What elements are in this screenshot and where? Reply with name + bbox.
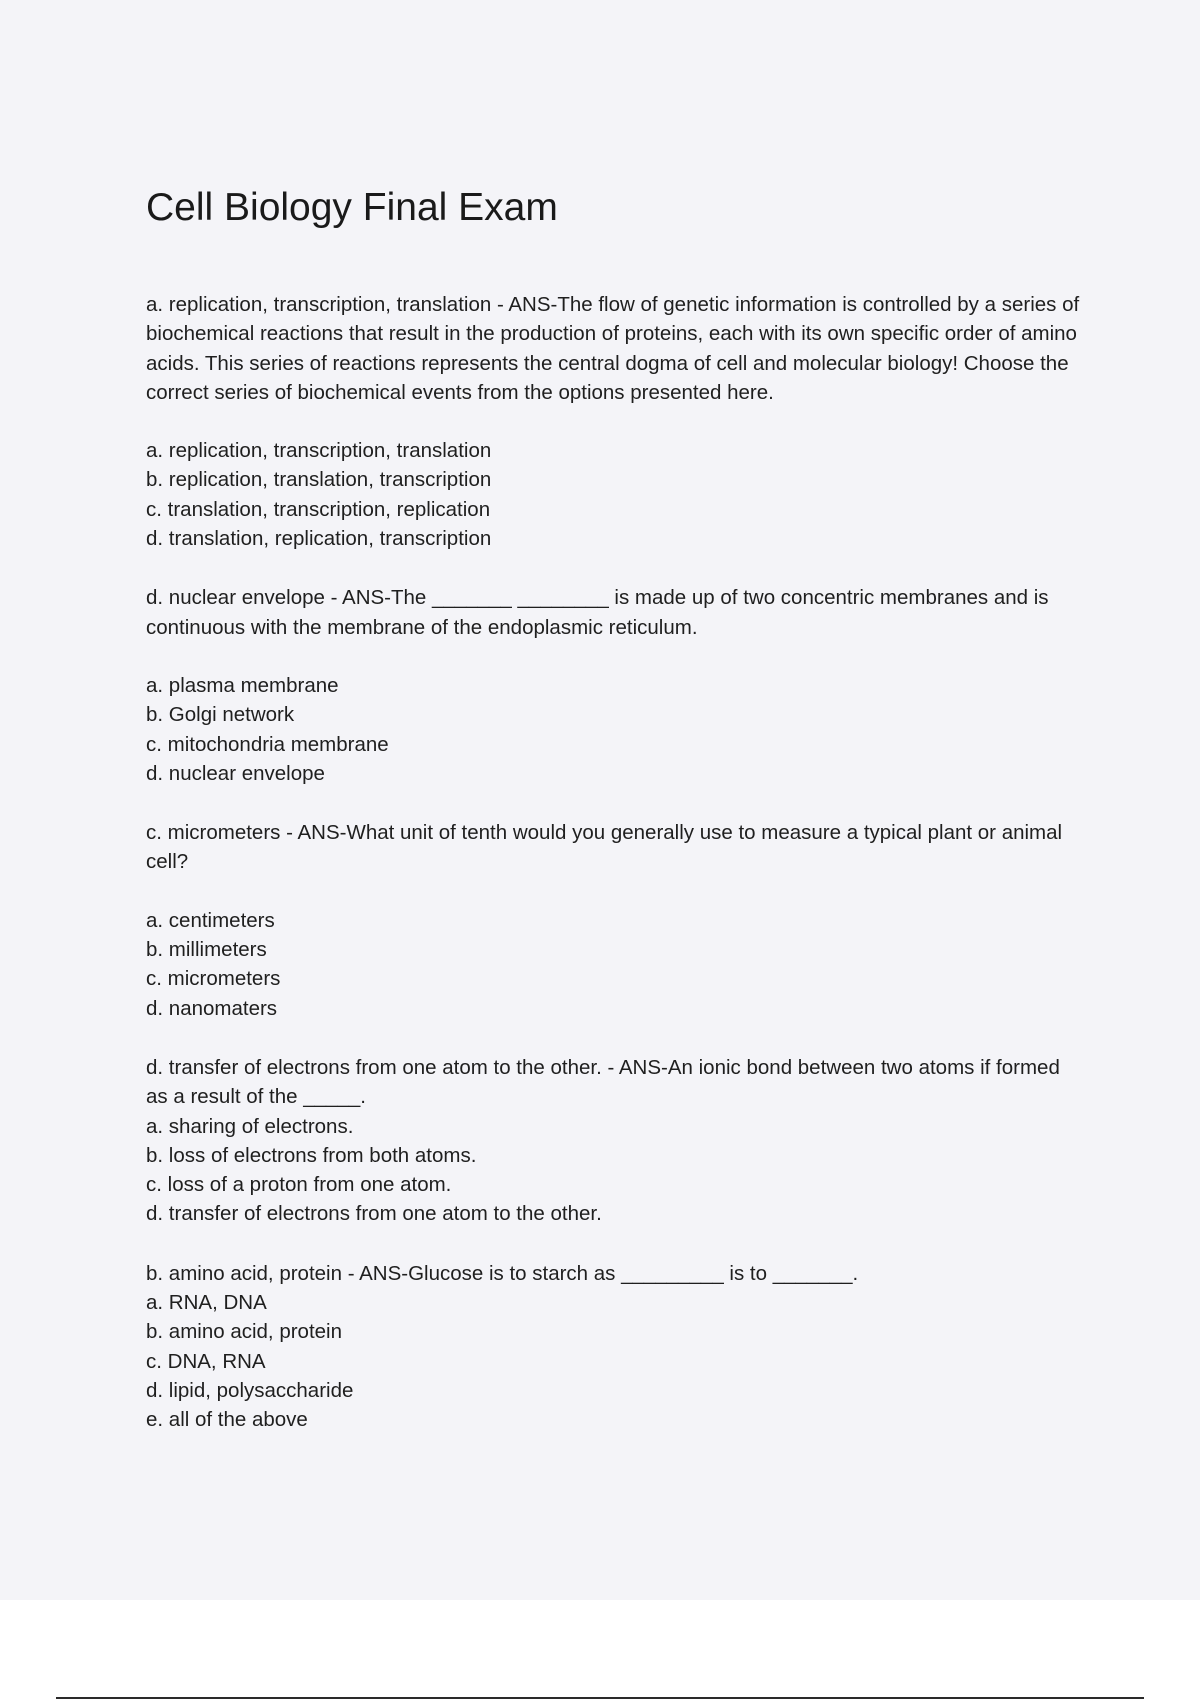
option-item: a. sharing of electrons. [146,1114,354,1138]
option-item: c. mitochondria membrane [146,732,389,756]
option-list [146,671,1086,788]
option-item: b. millimeters [146,938,267,962]
option-item: d. lipid, polysaccharide [146,1378,354,1402]
option-item: a. replication, transcription, translation [146,439,492,463]
option-item: a. plasma membrane [146,673,339,697]
option-item: b. replication, translation, transcription [146,468,492,492]
option-list [146,436,1086,553]
question-block [146,1259,1086,1435]
option-item: d. translation, replication, transcription [146,527,492,551]
option-item: d. nanomaters [146,996,278,1020]
question-block [146,1053,1086,1229]
option-item: c. micrometers [146,967,281,991]
option-list [146,1288,1086,1434]
question-block [146,818,1086,1023]
question-text: d. transfer of electrons from one atom to the other. - ANS-An ionic bond between two atoms if formed as a result of the _____. [146,1055,1060,1109]
option-item: a. RNA, DNA [146,1291,267,1315]
option-item: b. amino acid, protein [146,1320,343,1344]
option-item: e. all of the above [146,1408,308,1432]
question-text: c. micrometers - ANS-What unit of tenth would you generally use to measure a typical plant or animal cell? [146,821,1063,874]
option-list [146,1112,1086,1229]
option-item: a. centimeters [146,908,275,932]
option-item: c. DNA, RNA [146,1349,266,1373]
option-item: b. Golgi network [146,703,295,727]
question-block [146,290,1086,553]
question-text: a. replication, transcription, translation - ANS-The flow of genetic information is controlled by a series of biochemical reactions that result in the production of proteins, each with its own specific order of amino acids. This series of reactions represents the central dogma of cell and molecular biology! Choose the correct series of biochemical events from the options presented here. [146,293,1080,404]
question-block [146,583,1086,788]
option-list [146,906,1086,1023]
question-text: b. amino acid, protein - ANS-Glucose is to starch as _________ is to _______. [146,1261,859,1285]
document-content [146,180,1086,1465]
option-item: d. transfer of electrons from one atom to the other. [146,1202,602,1226]
footer-divider [56,1697,1144,1699]
option-item: c. loss of a proton from one atom. [146,1173,452,1197]
page-title: Cell Biology Final Exam [146,186,558,229]
option-item: b. loss of electrons from both atoms. [146,1143,477,1167]
option-item: d. nuclear envelope [146,761,325,785]
question-text: d. nuclear envelope - ANS-The _______ ________ is made up of two concentric membranes and is continuous with the membrane of the endoplasmic reticulum. [146,586,1049,639]
option-item: c. translation, transcription, replication [146,497,491,521]
